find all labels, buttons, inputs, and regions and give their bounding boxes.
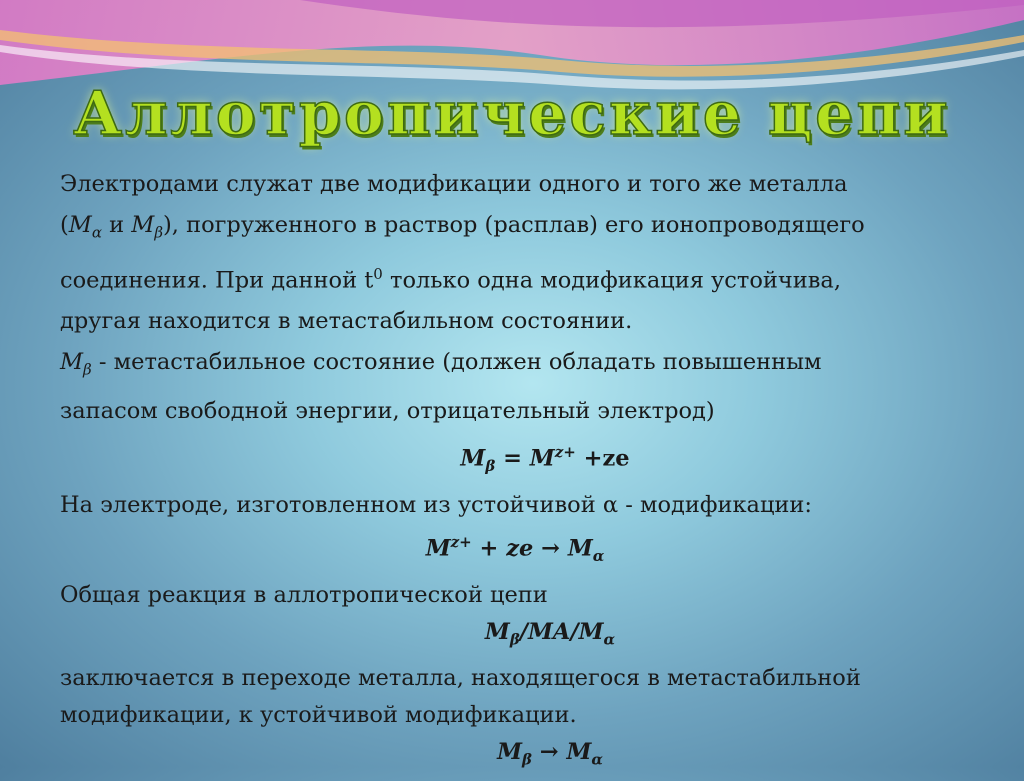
- formula-3: [60, 614, 960, 659]
- f1-lhs: M: [460, 445, 486, 471]
- paragraph-7: На электроде, изготовленном из устойчивой α - модификации:: [60, 491, 813, 518]
- paragraph-10: модификации, к устойчивой модификации.: [60, 702, 577, 728]
- symbol-m-beta: M: [131, 212, 155, 238]
- paragraph-1: Электродами служат две модификации одного и того же металла: [60, 171, 848, 197]
- paragraph-2-rest: ), погруженного в раствор (расплав) его ионопроводящего: [163, 212, 865, 238]
- paragraph-8: Общая реакция в аллотропической цепи: [60, 581, 548, 608]
- slide-title: Аллотропические цепи: [73, 79, 951, 149]
- paragraph-3: [60, 256, 960, 300]
- subscript-alpha: α: [91, 223, 102, 242]
- subscript-beta-2: β: [83, 360, 92, 379]
- degree-superscript: 0: [373, 264, 383, 283]
- f1-sub: β: [485, 456, 496, 475]
- paragraph-3-text: соединения. При данной t: [60, 267, 374, 293]
- paragraph-4: другая находится в метастабильном состоянии.: [60, 308, 633, 334]
- paragraph-3-rest: только одна модификация устойчива,: [382, 267, 841, 293]
- f4-s1: β: [521, 750, 532, 769]
- f3-mid: /MA/M: [519, 618, 604, 645]
- conjunction: и: [101, 212, 132, 238]
- paren-open: (: [60, 212, 69, 238]
- f4-mid: → M: [531, 739, 592, 765]
- symbol-m-beta-2: M: [60, 349, 84, 375]
- subscript-beta: β: [154, 223, 163, 242]
- f2-mid: + ze → M: [471, 535, 593, 561]
- f4-m1: M: [497, 739, 522, 765]
- f2-sup: z+: [450, 532, 472, 551]
- paragraph-5-rest: - метастабильное состояние (должен обладать повышенным: [91, 349, 822, 375]
- f2-lhs: M: [425, 535, 451, 561]
- slide-body: [60, 166, 960, 781]
- f3-s2: α: [603, 630, 616, 648]
- f3-m1: M: [484, 618, 510, 645]
- f2-sub: α: [592, 546, 605, 565]
- paragraph-9: заключается в переходе металла, находящегося в метастабильной: [60, 665, 861, 691]
- formula-1: [60, 434, 960, 485]
- paragraph-6: запасом свободной энергии, отрицательный электрод): [60, 397, 715, 424]
- f1-rest: +ze: [575, 445, 630, 471]
- paragraph-5: [60, 344, 960, 389]
- formula-2: [60, 524, 960, 575]
- formula-4: [60, 734, 960, 779]
- f1-sup: z+: [554, 442, 576, 461]
- f4-s2: α: [591, 750, 603, 769]
- f1-eq: = M: [495, 445, 555, 471]
- paragraph-2: [60, 207, 960, 252]
- symbol-m-alpha: M: [68, 212, 92, 238]
- f3-s1: β: [509, 630, 520, 648]
